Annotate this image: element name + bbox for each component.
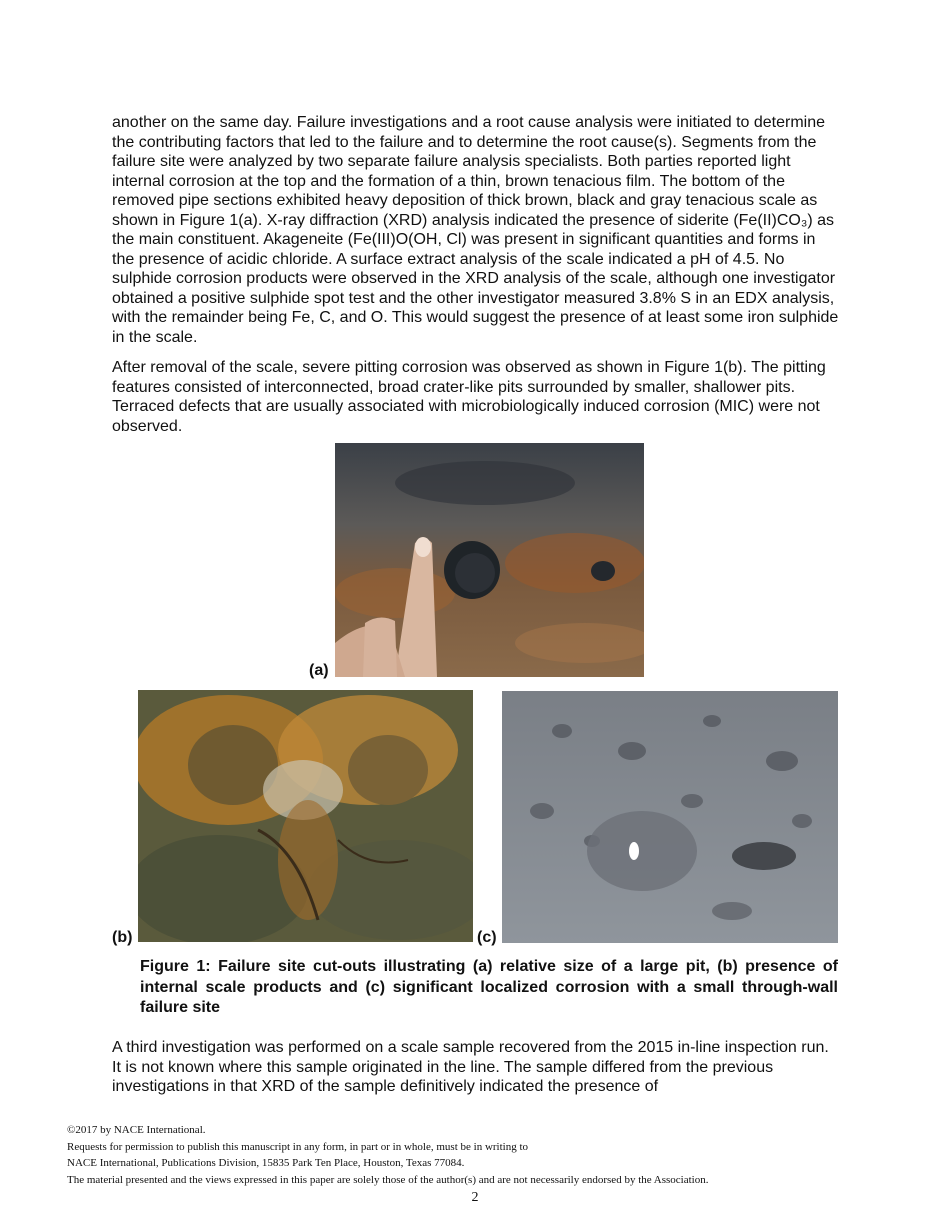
figure-label-c: (c) [477,929,497,946]
figure-label-b: (b) [112,929,133,946]
figure-label-a: (a) [309,662,329,679]
footer-copyright: ©2017 by NACE International. [67,1124,206,1136]
figure-caption: Figure 1: Failure site cut-outs illustrating (a) relative size of a large pit, (b) presence of internal scale products and (c) significant localized corrosion with a small through-wall failure site [140,958,838,1016]
figure-photo-b [138,690,473,942]
paragraph-third-investigation: A third investigation was performed on a scale sample recovered from the 2015 in-line inspection run. It is not known where this sample originated in the line. The sample differed from the previous investigations in that XRD of the sample definitively indicated the presence of [112,1039,829,1095]
footer-permission: Requests for permission to publish this manuscript in any form, in part or in whole, must be in writing to [67,1140,529,1153]
figure-photo-c [502,691,838,943]
footer-address: NACE International, Publications Division, 15835 Park Ten Place, Houston, Texas 77084. [67,1157,465,1169]
figure-photo-a [335,443,644,677]
page-footer [67,1122,887,1188]
page-number: 2 [471,1190,479,1205]
paragraph-pitting-observation: After removal of the scale, severe pitting corrosion was observed as shown in Figure 1(b). The pitting features consisted of interconnected, broad crater-like pits surrounded by smaller, shallower pits. Terraced defects that are usually associated with microbiologically induced corrosion (MIC) were not observed. [112,359,826,435]
footer-disclaimer: The material presented and the views expressed in this paper are solely those of the author(s) and are not necessarily endorsed by the Association. [67,1173,709,1186]
paragraph-failure-investigation: another on the same day. Failure investigations and a root cause analysis were initiated to determine the contributing factors that led to the failure and to determine the root cause(s). Segments from the failure site were analyzed by two separate failure analysis specialists. Both parties reported light internal corrosion at the top and the formation of a thin, brown tenacious film. The bottom of the removed pipe sections exhibited heavy deposition of thick brown, black and gray tenacious scale as shown in Figure 1(a). X-ray diffraction (XRD) analysis indicated the presence of siderite (Fe(II)CO₃) as the main constituent. Akageneite (Fe(III)O(OH, Cl) was present in significant quantities and forms in the presence of acidic chloride. A surface extract analysis of the scale indicated a pH of 4.5. No sulphide corrosion products were observed in the XRD analysis of the scale, although one investigator obtained a positive sulphide spot test and the other investigator measured 3.8% S in an EDX analysis, with the remainder being Fe, C, and O. This would suggest the presence of at least some iron sulphide in the scale. [112,114,839,346]
